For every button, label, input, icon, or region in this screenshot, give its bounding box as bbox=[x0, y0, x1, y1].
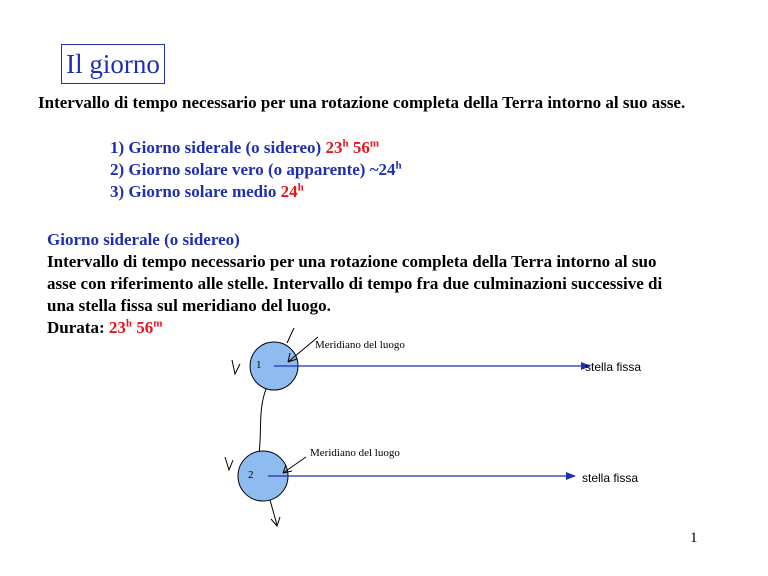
rotation-arrow-1 bbox=[232, 360, 240, 374]
value-hours: 23 bbox=[325, 138, 343, 157]
slide-title: Il giorno bbox=[61, 44, 165, 84]
list-item: 1) Giorno siderale (o sidereo) 23$^h$ 56$^m$ bbox=[110, 137, 380, 157]
intro-text: Intervallo di tempo necessario per una rotazione completa della Terra intorno al suo asse. bbox=[38, 93, 686, 112]
axis-line-top bbox=[287, 328, 294, 343]
rotation-arrow-2 bbox=[225, 457, 233, 470]
earth-2-label: 2 bbox=[248, 469, 254, 481]
star-label-2: stella fissa bbox=[582, 471, 639, 485]
value-hours: 24 bbox=[280, 182, 298, 201]
list-item: 2) Giorno solare vero (o apparente) ~24$^h$ bbox=[110, 159, 402, 179]
meridian-label-2: Meridiano del luogo bbox=[310, 447, 400, 459]
meridian-pointer-2 bbox=[283, 457, 306, 473]
section-title: Giorno siderale (o sidereo) bbox=[47, 230, 240, 249]
meridian-label-1: Meridiano del luogo bbox=[315, 339, 405, 351]
meridian-pointer-1 bbox=[288, 337, 318, 362]
list-item: 3) Giorno solare medio 24$^h$ bbox=[110, 181, 304, 201]
page-number: 1 bbox=[690, 530, 698, 546]
trajectory-curve bbox=[259, 389, 266, 453]
star-label-1: stella fissa bbox=[585, 360, 642, 374]
section-body: Intervallo di tempo necessario per una rotazione completa della Terra intorno al suo asse con riferimento alle stelle. Intervallo di tempo fra due culminazioni successive di una stella fissa sul meridiano del luogo. Durata: 23$^h$ 56$^m$ bbox=[47, 252, 663, 337]
value-minutes: 56 bbox=[348, 138, 370, 157]
earth-1-label: 1 bbox=[256, 359, 262, 371]
